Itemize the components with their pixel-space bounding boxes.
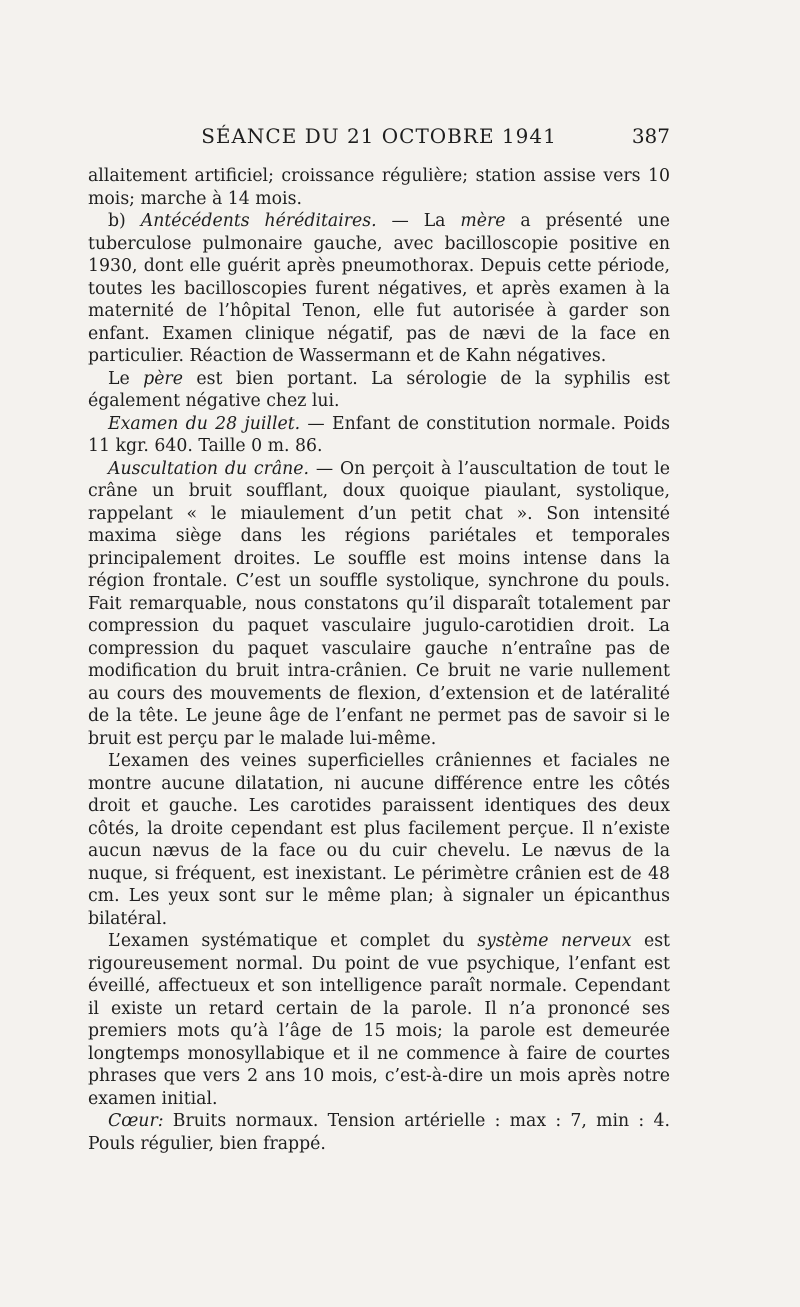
paragraph-text: — La <box>376 211 461 231</box>
paragraph-auscultation <box>88 458 670 751</box>
emphasis: système nerveux <box>477 931 632 951</box>
paragraph-text: — On perçoit à l’auscultation de tout le crâne un bruit soufflant, doux quoique piaulant, systolique, rappelant « le miaulement d’un petit chat ». Son intensité maxima siège dans les régions pariétales et temporales principalement droites. Le souffle est moins intense dans la région frontale. C’est un souffle systolique, synchrone du pouls. Fait remarquable, nous constatons qu’il disparaît totalement par compression du paquet vasculaire jugulo-carotidien droit. La compression du paquet vasculaire gauche n’entraîne pas de modification du bruit intra-crânien. Ce bruit ne varie nullement au cours des mouvements de flexion, d’extension et de latéralité de la tête. Le jeune âge de l’enfant ne permet pas de savoir si le bruit est perçu par le malade lui-même. <box>88 458 670 749</box>
paragraph-text: L’examen des veines superficielles crâniennes et faciales ne montre aucune dilatation, ni aucune différence entre les côtés droit et gauche. Les carotides paraissent identiques des deux côtés, la droite cependant est plus facilement perçue. Il n’existe aucun nævus de la face ou du cuir chevelu. Le nævus de la nuque, si fréquent, est inexistant. Le périmètre crânien est de 48 cm. Les yeux sont sur le même plan; à signaler un épicanthus bilatéral. <box>88 751 670 929</box>
paragraph-text: Le <box>108 368 144 389</box>
paragraph-text: est bien portant. La sérologie de la syphilis est également négative chez lui. <box>88 368 671 411</box>
paragraph-text: — Enfant de constitution normale. Poids 11 kgr. 640. Taille 0 m. 86. <box>88 413 670 456</box>
paragraph-text: allaitement artificiel; croissance régulière; station assise vers 10 mois; marche à 14 mois. <box>88 166 670 209</box>
paragraph-hereditary-history <box>88 210 670 368</box>
section-heading: Cœur: <box>108 1111 164 1131</box>
paragraph-feeding-history <box>88 165 670 210</box>
section-heading: Auscultation du crâne. <box>108 458 310 479</box>
paragraph-examination <box>88 413 670 458</box>
section-heading: Antécédents héréditaires. <box>140 211 377 231</box>
paragraph-text: a présenté une tuberculose pulmonaire gauche, avec bacilloscopie positive en 1930, dont elle guérit après pneumothorax. Depuis cette période, toutes les bacilloscopies furent négatives, et après examen à la maternité de l’hôpital Tenon, elle fut autorisée à garder son enfant. Examen clinique négatif, pas de nævi de la face en particulier. Réaction de Wassermann et de Kahn négatives. <box>88 211 670 366</box>
emphasis: père <box>143 368 183 389</box>
running-head <box>88 124 670 154</box>
running-head-title: SÉANCE DU 21 OCTOBRE 1941 <box>201 124 557 148</box>
emphasis: mère <box>460 211 506 231</box>
paragraph-father <box>88 368 670 413</box>
paragraph-text: L’examen systématique et complet du <box>108 931 478 951</box>
paragraph-text: Bruits normaux. Tension artérielle : max : 7, min : 4. Pouls régulier, bien frappé. <box>88 1111 670 1154</box>
paragraph-veins <box>88 750 670 930</box>
section-heading: Examen du 28 juillet. <box>108 413 301 434</box>
paragraph-text: est rigoureusement normal. Du point de vue psychique, l’enfant est éveillé, affectueux et son intelligence paraît normale. Cependant il existe un retard certain de la parole. Il n’a prononcé ses premiers mots qu’à l’âge de 15 mois; la parole est demeurée longtemps monosyllabique et il ne commence à faire de courtes phrases que vers 2 ans 10 mois, c’est-à-dire un mois après notre examen initial. <box>88 931 671 1109</box>
body-text <box>88 165 670 1155</box>
section-label: b) <box>108 211 141 231</box>
paragraph-heart <box>88 1110 670 1155</box>
paragraph-nervous-system <box>88 930 670 1110</box>
page-number: 387 <box>631 124 670 148</box>
